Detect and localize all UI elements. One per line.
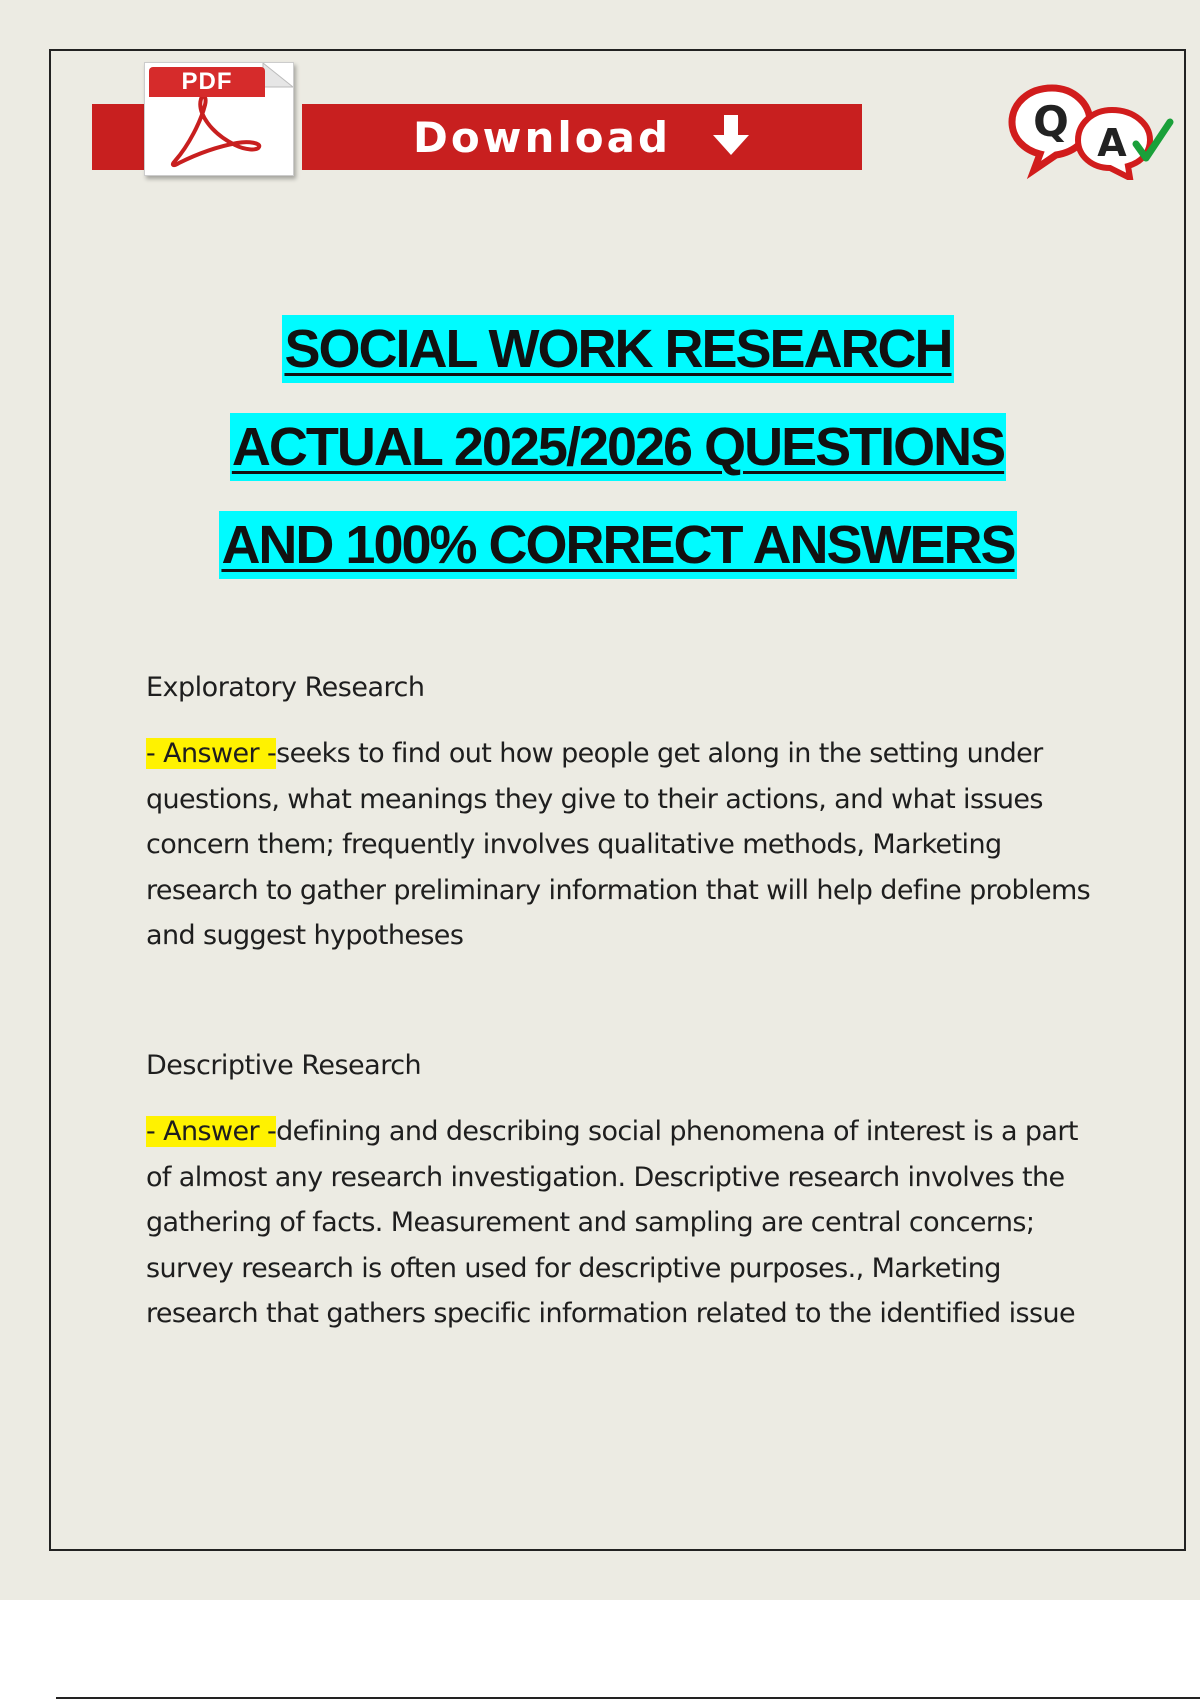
banner-left-stub: [92, 104, 144, 170]
question-term: Descriptive Research: [146, 1050, 422, 1081]
qa-item: [146, 1050, 1096, 1337]
answer-text: seeks to find out how people get along in the setting under questions, what meanings they give to their actions, and what issues concern them; frequently involves qualitative methods, Marketing research to gather preliminary information that will help define problems and suggest hypotheses: [146, 738, 1091, 951]
qa-item: [146, 672, 1096, 959]
answer-tag: - Answer -: [146, 1116, 277, 1147]
download-button[interactable]: [302, 104, 862, 170]
title-line-2: ACTUAL 2025/2026 QUESTIONS: [230, 413, 1006, 481]
qa-logo: [1004, 80, 1174, 180]
title-line-3: AND 100% CORRECT ANSWERS: [219, 511, 1016, 579]
bottom-divider: [56, 1697, 1200, 1699]
down-arrow-icon: [711, 113, 751, 162]
pdf-document-icon: [144, 62, 294, 176]
answer-paragraph: [146, 1109, 1096, 1337]
title-line-1: SOCIAL WORK RESEARCH: [282, 315, 953, 383]
answer-tag: - Answer -: [146, 738, 277, 769]
pdf-label: PDF: [149, 67, 265, 97]
download-label: Download: [412, 112, 672, 162]
question-term: Exploratory Research: [146, 672, 425, 703]
qa-logo-q: Q: [1033, 97, 1069, 146]
answer-paragraph: [146, 731, 1096, 959]
answer-text: defining and describing social phenomena of interest is a part of almost any research investigation. Descriptive research involves the gathering of facts. Measurement and sampling are central concerns; survey research is often used for descriptive purposes., Marketing research that gathers specific information related to the identified issue: [146, 1116, 1078, 1329]
download-pdf-banner[interactable]: [92, 58, 862, 178]
document-title: [0, 300, 1200, 594]
qa-logo-a: A: [1097, 121, 1127, 165]
